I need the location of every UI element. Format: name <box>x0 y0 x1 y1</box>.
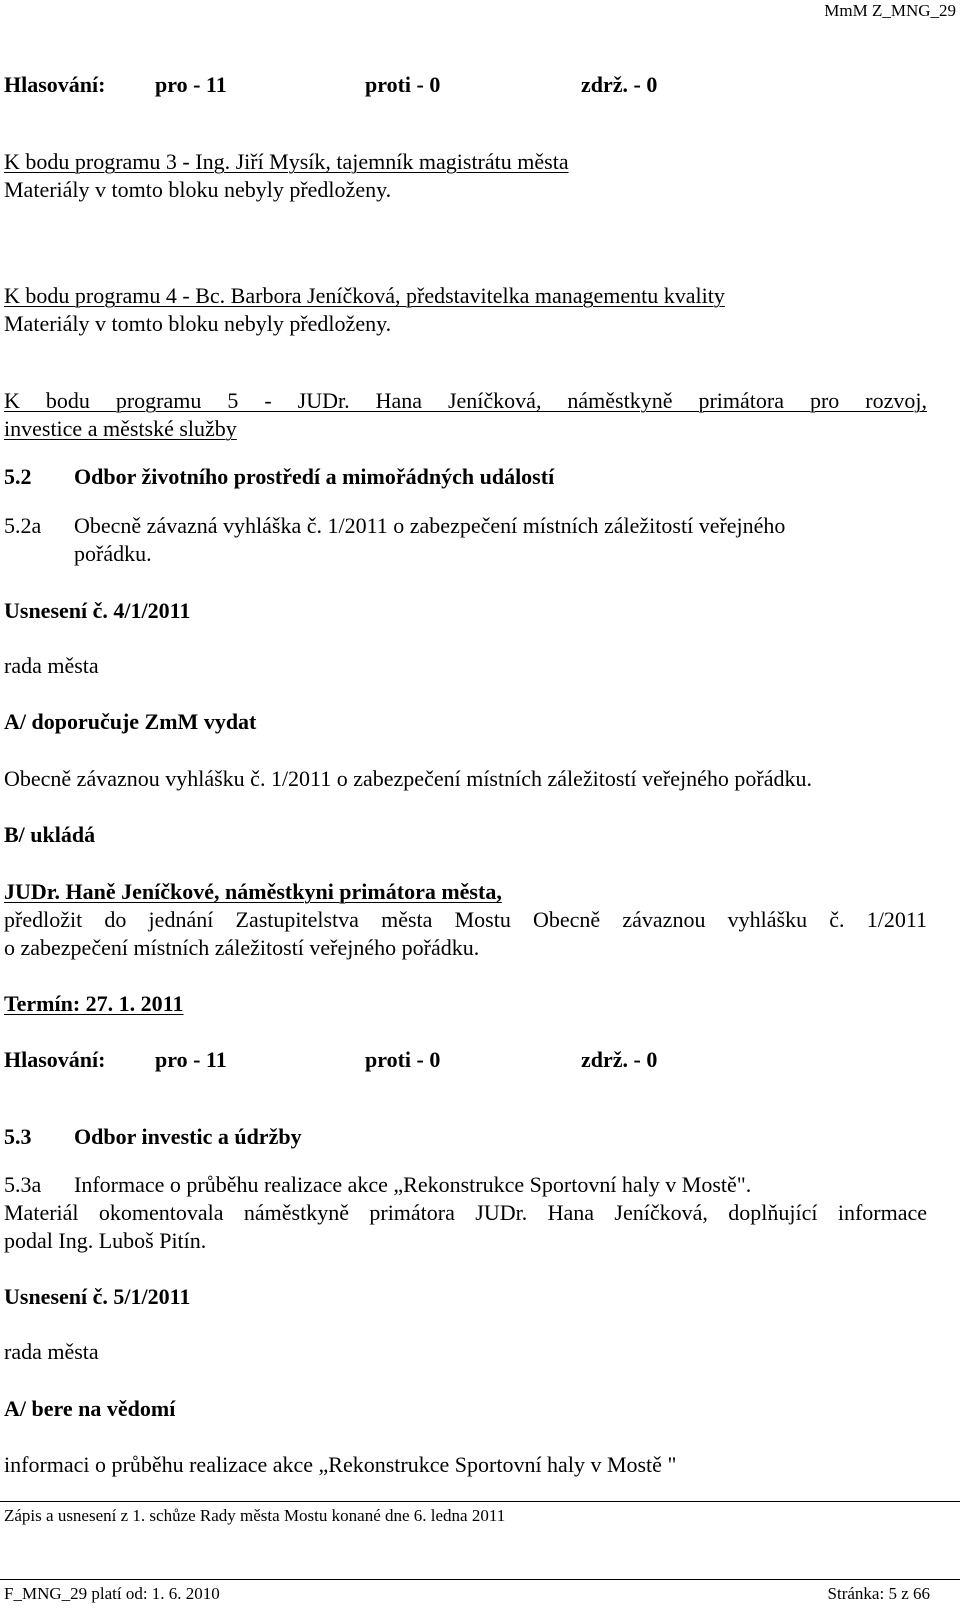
subsection-note-cont: podal Ing. Luboš Pitín. <box>4 1228 207 1253</box>
resolution-b-text-cont: o zabezpečení místních záležitostí veřejného pořádku. <box>4 935 480 960</box>
section-title: Odbor životního prostředí a mimořádných událostí <box>74 464 555 489</box>
resolution-a-text: informaci o průběhu realizace akce „Rekonstrukce Sportovní haly v Mostě " <box>4 1452 677 1477</box>
subsection-title: Obecně závazná vyhláška č. 1/2011 o zabezpečení místních záležitostí veřejného <box>74 513 786 538</box>
vote-zdrz: zdrž. - 0 <box>581 1047 658 1072</box>
agenda-item-note: Materiály v tomto bloku nebyly předloženy. <box>4 311 392 336</box>
resolution-b-text: předložit do jednání Zastupitelstva města Mostu Obecně závaznou vyhlášku č. 1/2011 <box>4 907 927 932</box>
footer-meeting: Zápis a usnesení z 1. schůze Rady města Mostu konané dne 6. ledna 2011 <box>4 1506 506 1525</box>
section-number: 5.3 <box>4 1124 32 1149</box>
agenda-item-title: K bodu programu 5 - JUDr. Hana Jeníčková, náměstkyně primátora pro rozvoj, <box>4 388 927 413</box>
subsection-title: Informace o průběhu realizace akce „Rekonstrukce Sportovní haly v Mostě". <box>74 1172 752 1197</box>
vote-proti: proti - 0 <box>365 72 441 97</box>
footer-form-code: F_MNG_29 platí od: 1. 6. 2010 <box>4 1584 220 1603</box>
resolution-a-text: Obecně závaznou vyhlášku č. 1/2011 o zabezpečení místních záležitostí veřejného pořádku. <box>4 766 812 791</box>
resolution-b-heading: B/ ukládá <box>4 822 96 847</box>
subsection-number: 5.3a <box>4 1172 42 1197</box>
subsection-note: Materiál okomentovala náměstkyně primátora JUDr. Hana Jeníčková, doplňující informace <box>4 1200 927 1225</box>
vote-proti: proti - 0 <box>365 1047 441 1072</box>
resolution-a-heading: A/ bere na vědomí <box>4 1396 176 1421</box>
resolution-deadline: Termín: 27. 1. 2011 <box>4 991 184 1016</box>
vote-label: Hlasování: <box>4 72 106 97</box>
agenda-item-title: K bodu programu 3 - Ing. Jiří Mysík, tajemník magistrátu města <box>4 149 569 174</box>
section-title: Odbor investic a údržby <box>74 1124 302 1149</box>
vote-zdrz: zdrž. - 0 <box>581 72 658 97</box>
resolution-body: rada města <box>4 653 99 678</box>
agenda-item-title: K bodu programu 4 - Bc. Barbora Jeníčková, představitelka managementu kvality <box>4 283 725 308</box>
resolution-body: rada města <box>4 1339 99 1364</box>
resolution-title: Usnesení č. 4/1/2011 <box>4 598 191 623</box>
footer-divider <box>0 1501 960 1502</box>
vote-pro: pro - 11 <box>155 72 227 97</box>
subsection-title-cont: pořádku. <box>74 541 152 566</box>
agenda-item-title-cont: investice a městské služby <box>4 416 237 441</box>
resolution-b-person: JUDr. Haně Jeníčkové, náměstkyni primátora města, <box>4 879 502 904</box>
subsection-number: 5.2a <box>4 513 42 538</box>
vote-pro: pro - 11 <box>155 1047 227 1072</box>
agenda-item-note: Materiály v tomto bloku nebyly předloženy. <box>4 177 392 202</box>
footer-page-number: Stránka: 5 z 66 <box>827 1584 930 1603</box>
section-number: 5.2 <box>4 464 32 489</box>
document-code: MmM Z_MNG_29 <box>824 1 956 20</box>
resolution-title: Usnesení č. 5/1/2011 <box>4 1284 191 1309</box>
vote-label: Hlasování: <box>4 1047 106 1072</box>
footer-divider <box>0 1579 960 1580</box>
resolution-a-heading: A/ doporučuje ZmM vydat <box>4 709 257 734</box>
